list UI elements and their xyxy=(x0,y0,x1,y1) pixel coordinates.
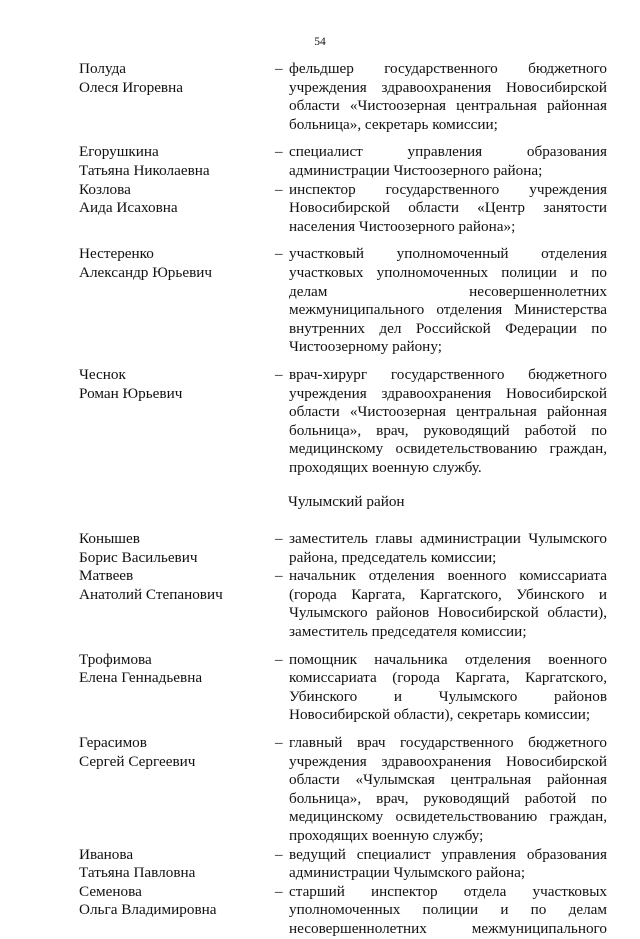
member-position: старший инспектор отдела участковых уполномоченных полиции и по делам несовершеннолетних межмуниципального xyxy=(289,882,607,937)
member-given-names: Аида Исаховна xyxy=(79,199,178,217)
member-entry xyxy=(79,245,607,357)
page-number: 54 xyxy=(314,36,326,48)
entry-dash: – xyxy=(275,530,283,548)
member-position: помощник начальника отделения военного комиссариата (города Каргата, Каргатского, Убинского и Чулымского районов Новосибирской области), секретарь комиссии; xyxy=(289,650,607,724)
entry-dash: – xyxy=(275,365,283,383)
member-given-names: Александр Юрьевич xyxy=(79,263,213,281)
member-surname: Трофимова xyxy=(79,650,152,668)
member-position: фельдшер государственного бюджетного учреждения здравоохранения Новосибирской области «Чистоозерная центральная районная больница», секретарь комиссии; xyxy=(289,60,607,133)
member-surname: Нестеренко xyxy=(79,245,154,263)
member-name xyxy=(79,846,275,883)
member-name xyxy=(79,366,275,403)
member-given-names: Татьяна Николаевна xyxy=(79,161,210,179)
entry-dash: – xyxy=(275,567,283,585)
member-name xyxy=(79,530,275,567)
member-surname: Герасимов xyxy=(79,734,147,751)
member-name xyxy=(79,883,275,920)
chistoozerny-members xyxy=(79,60,607,477)
commission-list xyxy=(79,60,607,939)
entry-dash: – xyxy=(275,734,283,751)
member-surname: Полуда xyxy=(79,60,127,77)
member-surname: Чеснок xyxy=(79,365,126,383)
member-entry xyxy=(79,60,607,134)
member-given-names: Роман Юрьевич xyxy=(79,384,183,402)
entry-dash: – xyxy=(275,143,283,161)
member-position: специалист управления образования администрации Чистоозерного района; xyxy=(289,143,607,179)
member-surname: Конышев xyxy=(79,530,140,548)
member-entry xyxy=(79,181,607,237)
entry-dash: – xyxy=(275,845,283,863)
entry-dash: – xyxy=(275,650,283,668)
member-surname: Козлова xyxy=(79,180,131,198)
member-name xyxy=(79,60,275,97)
entry-dash: – xyxy=(275,60,283,77)
member-position: участковый уполномоченный отделения участковых уполномоченных полиции и по делам несовершеннолетних межмуниципального отделения Министерства внутренних дел Российской Федерации по Чистоозерному району; xyxy=(289,245,607,356)
member-entry xyxy=(79,366,607,478)
member-surname: Семенова xyxy=(79,882,142,900)
member-entry xyxy=(79,567,607,641)
entry-dash: – xyxy=(275,245,283,263)
member-position: инспектор государственного учреждения Новосибирской области «Центр занятости населения Чистоозерного района»; xyxy=(289,180,607,235)
member-position: ведущий специалист управления образования администрации Чулымского района; xyxy=(289,845,607,882)
member-entry xyxy=(79,143,607,180)
member-entry xyxy=(79,846,607,883)
member-given-names: Олеся Игоревна xyxy=(79,78,183,96)
member-name xyxy=(79,143,275,180)
member-entry xyxy=(79,530,607,567)
member-position: главный врач государственного бюджетного учреждения здравоохранения Новосибирской области «Чулымская центральная районная больница», врач, руководящий работой по медицинскому освидетельствованию граждан, проходящих военную службу; xyxy=(289,734,607,844)
member-given-names: Ольга Владимировна xyxy=(79,901,217,919)
entry-dash: – xyxy=(275,180,283,198)
member-given-names: Татьяна Павловна xyxy=(79,864,196,882)
member-name xyxy=(79,181,275,218)
member-surname: Егорушкина xyxy=(79,143,159,161)
member-position: начальник отделения военного комиссариата (города Каргата, Каргатского, Убинского и Чулымского районов Новосибирской области), заместитель председателя комиссии; xyxy=(289,567,607,641)
member-given-names: Елена Геннадьевна xyxy=(79,669,203,687)
member-position: заместитель главы администрации Чулымского района, председатель комиссии; xyxy=(289,530,607,566)
member-entry xyxy=(79,883,607,939)
section-title: Чулымский район xyxy=(288,493,405,511)
member-given-names: Анатолий Степанович xyxy=(79,585,223,603)
member-given-names: Сергей Сергеевич xyxy=(79,752,196,770)
member-given-names: Борис Васильевич xyxy=(79,548,198,566)
member-position: врач-хирург государственного бюджетного учреждения здравоохранения Новосибирской области «Чистоозерная центральная районная больница», врач, руководящий работой по медицинскому освидетельствованию граждан, проходящих военную службу. xyxy=(289,365,607,476)
member-name xyxy=(79,734,275,771)
member-name xyxy=(79,245,275,282)
entry-dash: – xyxy=(275,882,283,900)
member-name xyxy=(79,567,275,604)
member-name xyxy=(79,651,275,688)
member-entry xyxy=(79,651,607,725)
chulymsky-members xyxy=(79,530,607,938)
member-entry xyxy=(79,734,607,846)
member-surname: Иванова xyxy=(79,845,134,863)
member-surname: Матвеев xyxy=(79,567,134,585)
